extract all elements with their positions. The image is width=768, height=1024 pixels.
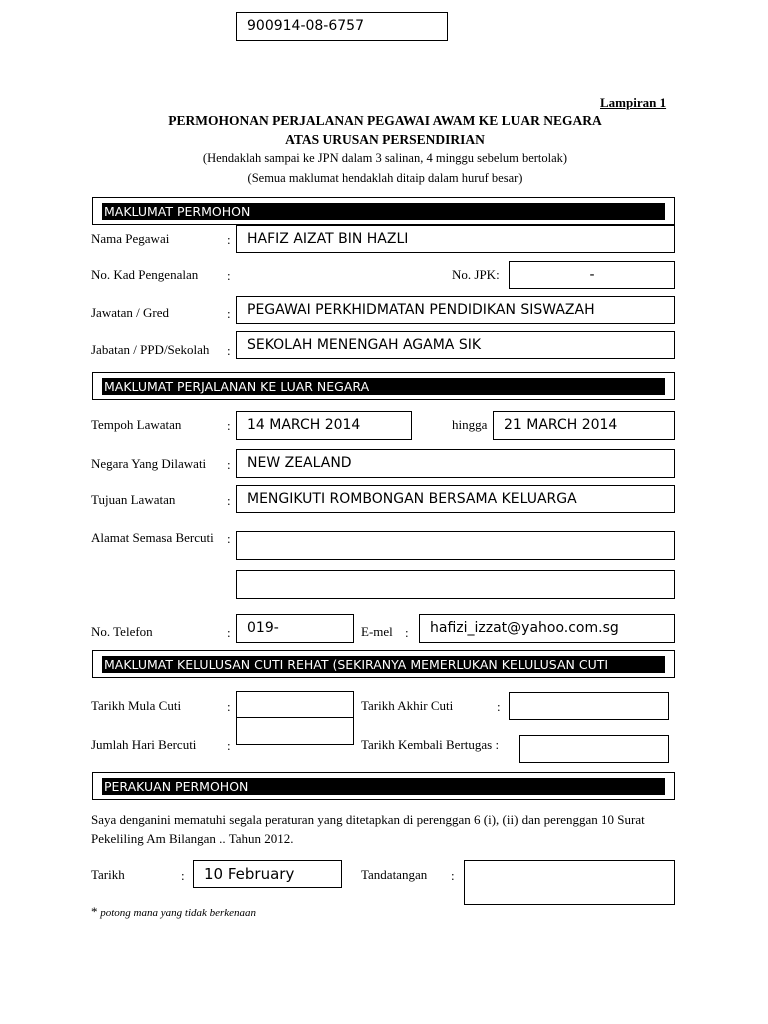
field-jpk[interactable]: - — [509, 261, 675, 289]
label-hingga: hingga — [452, 417, 488, 432]
form-note-2: (Semua maklumat hendaklah ditaip dalam huruf besar) — [247, 171, 523, 185]
colon: : — [227, 457, 231, 472]
colon: : — [227, 268, 231, 283]
label-tempoh: Tempoh Lawatan — [91, 417, 182, 432]
footnote — [91, 904, 256, 920]
field-kembali-bertugas[interactable] — [519, 735, 669, 763]
colon: : — [227, 625, 231, 640]
field-negara[interactable]: NEW ZEALAND — [236, 449, 675, 478]
label-jabatan: Jabatan / PPD/Sekolah — [91, 342, 210, 357]
colon: : — [181, 868, 185, 883]
ic-number-box[interactable]: 900914-08-6757 — [236, 12, 448, 41]
label-nama: Nama Pegawai — [91, 231, 170, 246]
field-tujuan[interactable]: MENGIKUTI ROMBONGAN BERSAMA KELUARGA — [236, 485, 675, 513]
footnote-star: * — [91, 904, 98, 919]
label-kad-pengenalan: No. Kad Pengenalan — [91, 267, 199, 282]
section-perjalanan — [92, 372, 675, 400]
field-tempoh-akhir[interactable]: 21 MARCH 2014 — [493, 411, 675, 440]
field-jawatan[interactable]: PEGAWAI PERKHIDMATAN PENDIDIKAN SISWAZAH — [236, 296, 675, 324]
label-negara: Negara Yang Dilawati — [91, 456, 207, 471]
field-alamat-line2[interactable] — [236, 570, 675, 599]
field-tarikh[interactable]: 10 February — [193, 860, 342, 888]
section-perakuan — [92, 772, 675, 800]
colon: : — [227, 418, 231, 433]
label-jawatan: Jawatan / Gred — [91, 305, 169, 320]
colon: : — [227, 306, 231, 321]
label-emel: E-mel — [361, 624, 393, 639]
colon: : — [227, 531, 231, 546]
section-cuti-title: MAKLUMAT KELULUSAN CUTI REHAT (SEKIRANYA MEMERLUKAN KELULUSAN CUTI — [102, 656, 665, 673]
declaration-text: Saya denganini mematuhi segala peraturan yang ditetapkan di perenggan 6 (i), (ii) dan perenggan 10 Surat Pekeliling Am Bilangan .. Tahun 2012. — [91, 812, 645, 846]
field-alamat-line1[interactable] — [236, 531, 675, 560]
colon: : — [497, 699, 501, 714]
field-mula-cuti[interactable] — [236, 691, 354, 719]
field-tempoh-mula[interactable]: 14 MARCH 2014 — [236, 411, 412, 440]
section-cuti — [92, 650, 675, 678]
colon: : — [227, 699, 231, 714]
field-telefon[interactable]: 019- — [236, 614, 354, 643]
colon: : — [227, 343, 231, 358]
section-perakuan-title: PERAKUAN PERMOHON — [102, 778, 665, 795]
lampiran-label: Lampiran 1 — [600, 95, 667, 110]
field-nama[interactable]: HAFIZ AIZAT BIN HAZLI — [236, 225, 675, 253]
section-pemohon-title: MAKLUMAT PERMOHON — [102, 203, 665, 220]
field-jumlah-hari[interactable] — [236, 717, 354, 745]
label-jumlah-hari: Jumlah Hari Bercuti — [91, 737, 197, 752]
colon: : — [405, 625, 409, 640]
label-mula-cuti: Tarikh Mula Cuti — [91, 698, 182, 713]
form-title-line2: ATAS URUSAN PERSENDIRIAN — [285, 132, 485, 147]
field-akhir-cuti[interactable] — [509, 692, 669, 720]
colon: : — [227, 738, 231, 753]
form-title-line1: PERMOHONAN PERJALANAN PEGAWAI AWAM KE LUAR NEGARA — [168, 113, 602, 128]
section-perjalanan-title: MAKLUMAT PERJALANAN KE LUAR NEGARA — [102, 378, 665, 395]
colon: : — [451, 868, 455, 883]
field-jabatan[interactable]: SEKOLAH MENENGAH AGAMA SIK — [236, 331, 675, 359]
colon: : — [227, 232, 231, 247]
label-telefon: No. Telefon — [91, 624, 153, 639]
label-tandatangan: Tandatangan — [361, 867, 428, 882]
colon: : — [227, 493, 231, 508]
field-tandatangan[interactable] — [464, 860, 675, 905]
label-alamat: Alamat Semasa Bercuti — [91, 530, 214, 545]
label-tarikh: Tarikh — [91, 867, 125, 882]
label-kembali-bertugas: Tarikh Kembali Bertugas : — [361, 737, 500, 752]
field-emel[interactable]: hafizi_izzat@yahoo.com.sg — [419, 614, 675, 643]
label-akhir-cuti: Tarikh Akhir Cuti — [361, 698, 454, 713]
label-tujuan: Tujuan Lawatan — [91, 492, 176, 507]
footnote-text: potong mana yang tidak berkenaan — [100, 907, 257, 919]
label-jpk: No. JPK: — [452, 267, 500, 282]
section-pemohon — [92, 197, 675, 225]
form-note-1: (Hendaklah sampai ke JPN dalam 3 salinan, 4 minggu sebelum bertolak) — [202, 151, 568, 165]
